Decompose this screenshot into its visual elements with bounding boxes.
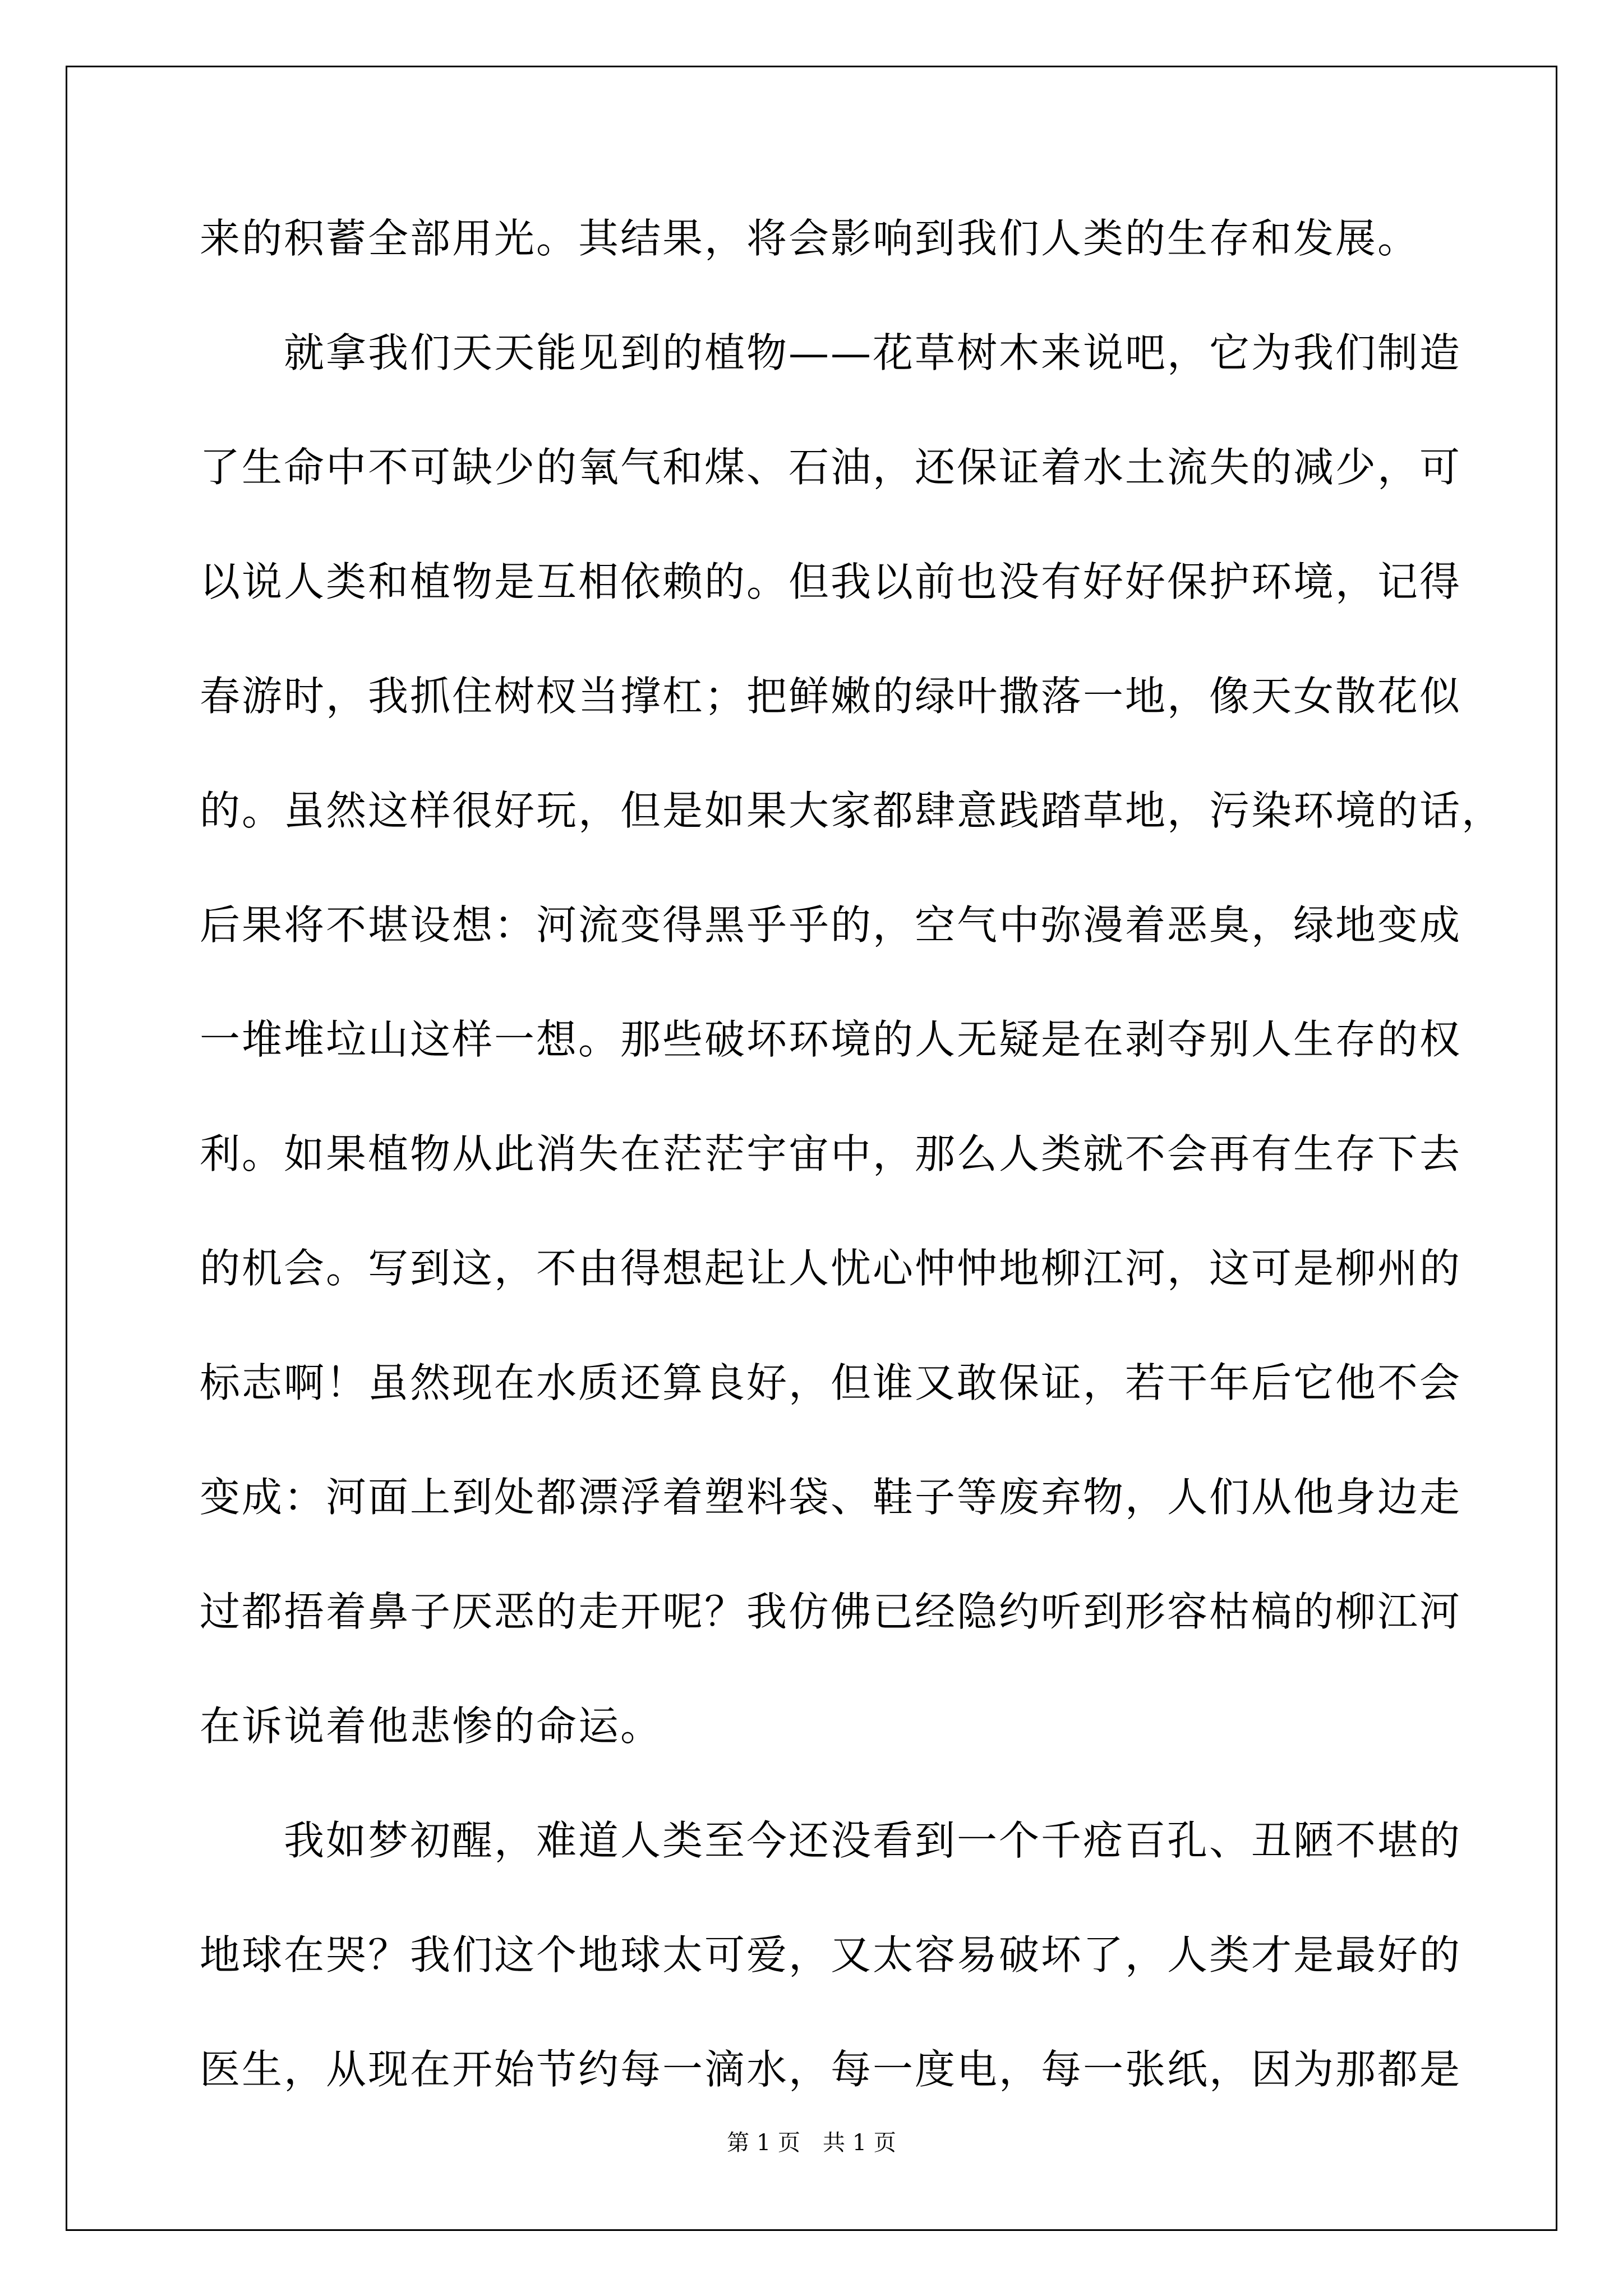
body-text-line: 的机会。写到这，不由得想起让人忧心忡忡地柳江河，这可是柳州的 [200,1245,1462,1292]
body-text-line: 医生，从现在开始节约每一滴水，每一度电，每一张纸，因为那都是 [200,2046,1462,2093]
body-text-line: 标志啊！虽然现在水质还算良好，但谁又敢保证，若干年后它他不会 [200,1359,1462,1406]
body-text-line: 来的积蓄全部用光。其结果，将会影响到我们人类的生存和发展。 [200,215,1420,262]
body-text-line: 了生命中不可缺少的氧气和煤、石油，还保证着水土流失的减少，可 [200,444,1462,491]
body-text-line: 以说人类和植物是互相依赖的。但我以前也没有好好保护环境，记得 [200,558,1462,605]
body-text-line: 一堆堆垃山这样一想。那些破坏环境的人无疑是在剥夺别人生存的权 [200,1016,1462,1063]
body-text-line: 过都捂着鼻子厌恶的走开呢？我仿佛已经隐约听到形容枯槁的柳江河 [200,1588,1462,1635]
body-text-line: 在诉说着他悲惨的命运。 [200,1703,663,1750]
body-text-line: 利。如果植物从此消失在茫茫宇宙中，那么人类就不会再有生存下去 [200,1130,1462,1177]
body-text-line: 春游时，我抓住树杈当撑杠；把鲜嫩的绿叶撒落一地，像天女散花似 [200,673,1462,720]
body-text-line: 变成：河面上到处都漂浮着塑料袋、鞋子等废弃物，人们从他身边走 [200,1474,1462,1521]
body-text-line: 地球在哭？我们这个地球太可爱，又太容易破坏了，人类才是最好的 [200,1931,1462,1978]
page-footer: 第 1 页 共 1 页 [727,2130,896,2156]
body-text-line: 我如梦初醒，难道人类至今还没看到一个千疮百孔、丑陋不堪的 [200,1817,1462,1864]
body-text-line: 的。虽然这样很好玩，但是如果大家都肆意践踏草地，污染环境的话， [200,787,1504,834]
body-text-line: 后果将不堪设想：河流变得黑乎乎的，空气中弥漫着恶臭，绿地变成 [200,901,1462,949]
body-text-line: 就拿我们天天能见到的植物——花草树木来说吧，它为我们制造 [200,329,1462,376]
